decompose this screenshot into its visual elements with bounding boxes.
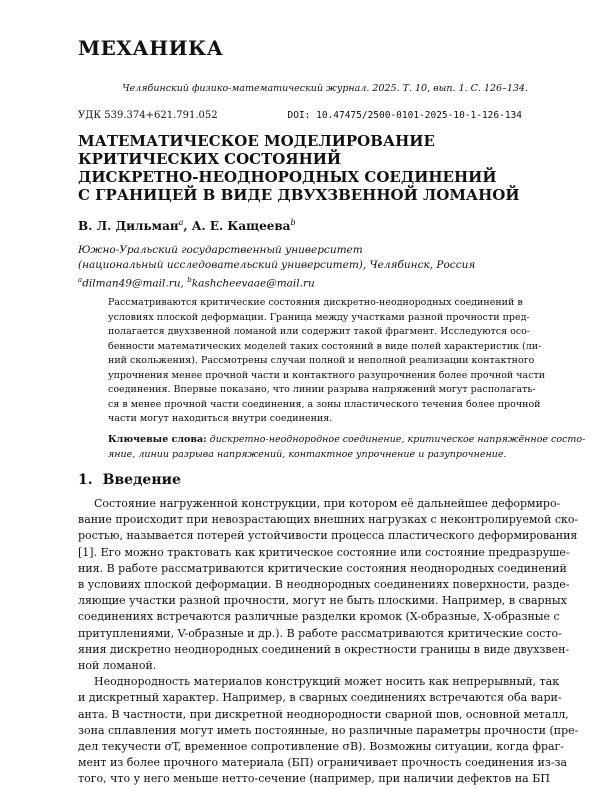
section-heading: МЕХАНИКА bbox=[78, 36, 224, 60]
body-line: зона сплавления могут иметь постоянные, но различные параметры прочности (пре- bbox=[78, 723, 579, 737]
body-line: Состояние нагруженной конструкции, при котором её дальнейшее деформиро- bbox=[94, 497, 561, 510]
body-line: ния. В работе рассматриваются критические состояния неоднородных соединений bbox=[78, 561, 567, 575]
keywords-text: яние, линии разрыва напряжений, контактное упрочнение и разупрочнение. bbox=[108, 449, 507, 460]
doi[interactable]: DOI: 10.47475/2500-0101-2025-10-1-126-134 bbox=[287, 110, 522, 121]
affiliation-line: Южно-Уральский государственный университет bbox=[78, 244, 363, 256]
body-line: того, что у него меньше нетто-сечение (например, при наличии дефектов на БП bbox=[78, 772, 550, 786]
author-name: В. Л. Дильман bbox=[78, 219, 179, 233]
abstract-line: Рассматриваются критические состояния дискретно-неоднородных соединений в bbox=[108, 297, 523, 308]
abstract-line: полагается двухзвенной ломаной или содержит такой фрагмент. Исследуются осо- bbox=[108, 326, 531, 337]
email-mark: b bbox=[187, 276, 192, 284]
body-line: яния дискретно неоднородных соединений в окрестности границы в виде двухзвен- bbox=[78, 642, 570, 656]
body-line: [1]. Его можно трактовать как критическое состояние или состояние предразруше- bbox=[78, 545, 570, 559]
affiliation-line: (национальный исследовательский университет), Челябинск, Россия bbox=[78, 259, 476, 271]
abstract bbox=[108, 296, 546, 427]
author-affil-mark: b bbox=[290, 218, 296, 227]
udk-code: УДК 539.374+621.791.052 bbox=[78, 110, 218, 121]
email-mark: a bbox=[78, 276, 83, 284]
keywords-label: Ключевые слова: bbox=[108, 434, 207, 445]
abstract-line: ся в менее прочной части соединения, а зоны пластического течения более прочной bbox=[108, 398, 541, 410]
authors bbox=[78, 218, 296, 233]
author-emails bbox=[78, 273, 538, 292]
body-line: дел текучести σT, временное сопротивление σB). Возможны ситуации, когда фраг- bbox=[78, 740, 565, 754]
title-line: КРИТИЧЕСКИХ СОСТОЯНИЙ bbox=[78, 150, 342, 168]
body-line: вание происходит при невозрастающих внешних нагрузках с неконтролируемой ско- bbox=[78, 513, 579, 527]
abstract-line: соединения. Впервые показано, что линии разрыва напряжений могут располагать- bbox=[108, 384, 536, 395]
title-line: МАТЕМАТИЧЕСКОЕ МОДЕЛИРОВАНИЕ bbox=[78, 132, 435, 150]
body-line: притуплениями, V-образные и др.). В работе рассматриваются критические состо- bbox=[78, 626, 562, 640]
body-line: Неоднородность материалов конструкций может носить как непрерывный, так bbox=[94, 675, 560, 689]
affiliation bbox=[78, 243, 538, 292]
body-line: ной ломаной. bbox=[78, 659, 157, 673]
body-line: анта. В частности, при дискретной неоднородности сварной шов, основной металл, bbox=[78, 707, 569, 721]
body-line: ростью, называется потерей устойчивости процесса пластического деформирования bbox=[78, 529, 578, 543]
body-line: в условиях плоской деформации. В неоднородных соединениях поверхности, разде- bbox=[78, 578, 570, 592]
email-separator: , bbox=[180, 277, 188, 290]
section-number: 1. bbox=[78, 472, 93, 488]
abstract-line: условиях плоской деформации. Граница между участками разной прочности пред- bbox=[108, 311, 530, 323]
section-title: Введение bbox=[102, 472, 181, 488]
intro-heading bbox=[78, 472, 181, 488]
author-separator: , bbox=[183, 219, 192, 233]
paper-title bbox=[78, 132, 528, 204]
email-link[interactable]: dilman49@mail.ru bbox=[82, 277, 181, 290]
title-line: ДИСКРЕТНО-НЕОДНОРОДНЫХ СОЕДИНЕНИЙ bbox=[78, 168, 497, 186]
email-link[interactable]: kashcheevaae@mail.ru bbox=[191, 277, 315, 290]
body-line: ляющие участки разной прочности, могут не быть плоскими. Например, в сварных bbox=[78, 594, 567, 608]
title-line: С ГРАНИЦЕЙ В ВИДЕ ДВУХЗВЕННОЙ ЛОМАНОЙ bbox=[78, 186, 520, 204]
abstract-line: бенности математических моделей таких состояний в виде полей характеристик (ли- bbox=[108, 340, 542, 352]
abstract-line: части могут находиться внутри соединения. bbox=[108, 413, 333, 424]
body-text bbox=[78, 496, 579, 788]
abstract-line: упрочнения менее прочной части и контактного разупрочнения более прочной части bbox=[108, 369, 546, 381]
body-line: мент из более прочного материала (БП) ограничивает прочность соединения из-за bbox=[78, 756, 568, 770]
abstract-line: ний скольжения). Рассмотрены случаи полной и неполной реализации контактного bbox=[108, 355, 535, 366]
keywords-text: дискретно-неоднородное соединение, критическое напряжённое состо- bbox=[209, 434, 586, 445]
body-line: соединениях встречаются различные разделки кромок (X-образные, X-образные с bbox=[78, 610, 560, 624]
author-affil-mark: a bbox=[178, 218, 184, 227]
journal-reference: Челябинский физико-математический журнал. 2025. Т. 10, вып. 1. С. 126–134. bbox=[122, 83, 528, 94]
author-name: А. Е. Кащеева bbox=[191, 219, 291, 233]
body-line: и дискретный характер. Например, в сварных соединениях встречаются оба вари- bbox=[78, 691, 562, 705]
keywords bbox=[108, 432, 586, 462]
